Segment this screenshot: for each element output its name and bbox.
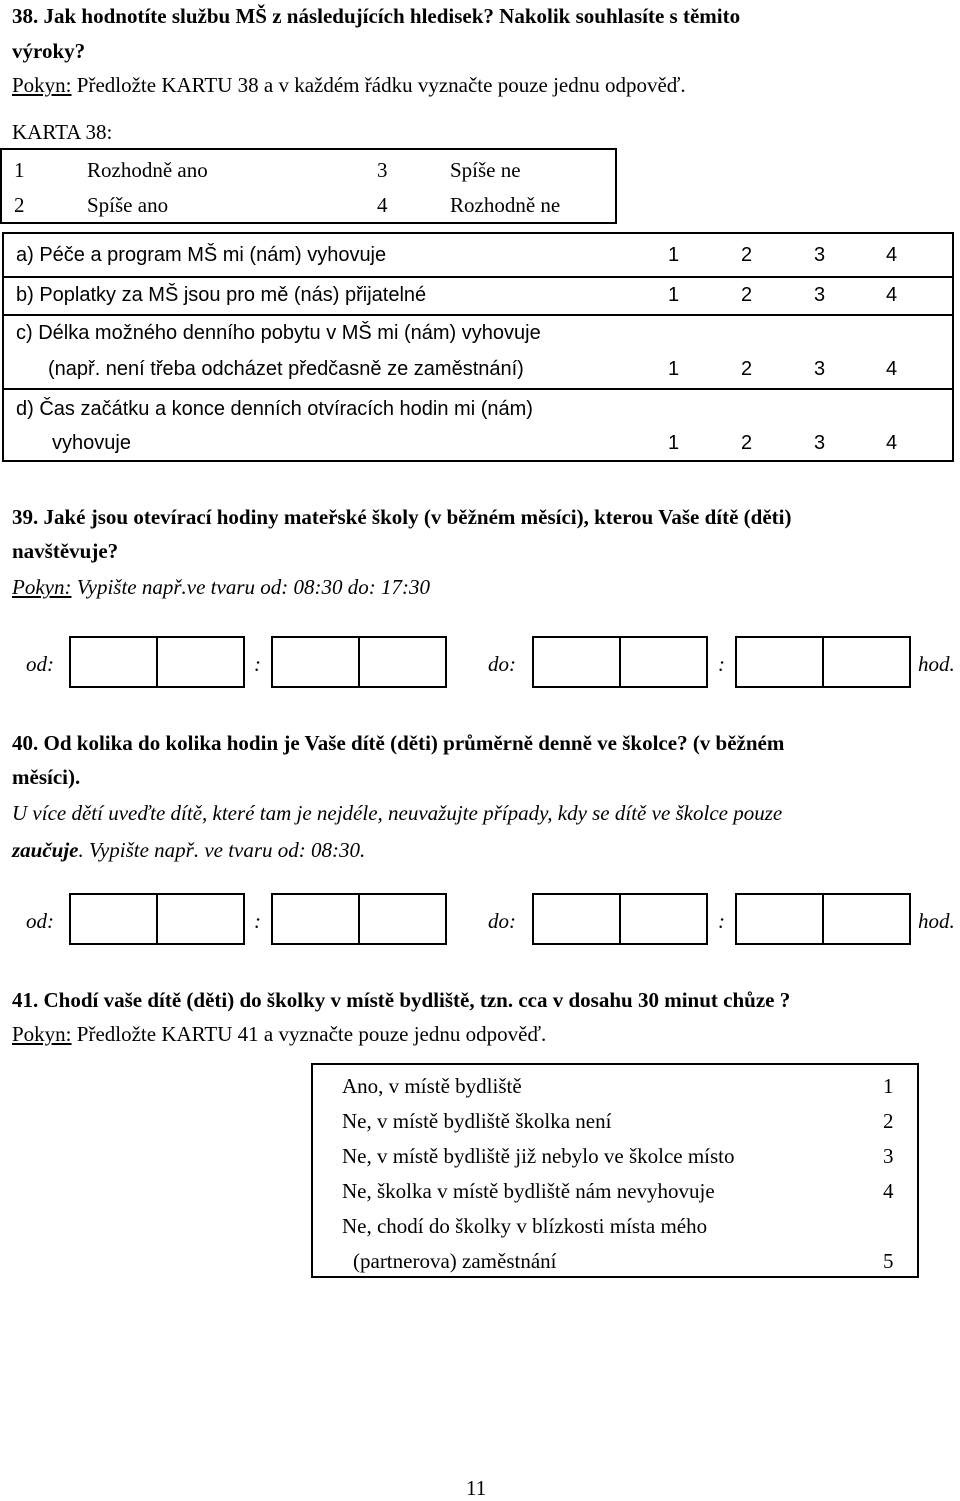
q38-item-d-3[interactable]: 3 <box>814 432 826 454</box>
q41-option-2: Ne, v místě bydliště školka není <box>342 1109 612 1133</box>
card-label-3: Spíše ne <box>450 158 521 182</box>
q40-from-min-digit2[interactable] <box>358 893 447 945</box>
q40-note-line2 <box>12 838 365 863</box>
q38-item-d-2[interactable]: 2 <box>741 432 753 454</box>
q41-option-5: Ne, chodí do školky v blízkosti místa mého <box>342 1214 708 1238</box>
q38-instruction-label: Pokyn: <box>12 73 72 97</box>
q39-to-min-digit2[interactable] <box>822 636 911 688</box>
q38-row-divider <box>4 388 952 390</box>
q38-item-d-line2: vyhovuje <box>52 432 131 454</box>
q40-note-line1: U více dětí uveďte dítě, které tam je nejdéle, neuvažujte případy, kdy se dítě ve školce pouze <box>12 801 783 825</box>
q40-from-colon: : <box>254 909 261 933</box>
q39-from-hour-digit1[interactable] <box>69 636 158 688</box>
q39-to-min-digit1[interactable] <box>735 636 824 688</box>
q38-title-line2: výroky? <box>12 39 86 63</box>
q38-item-c-1[interactable]: 1 <box>668 358 680 380</box>
q38-item-b-2[interactable]: 2 <box>741 284 753 306</box>
q41-option-1: Ano, v místě bydliště <box>342 1074 522 1098</box>
q40-to-hour-digit1[interactable] <box>532 893 621 945</box>
q39-from-label: od: <box>26 652 54 676</box>
q39-instruction <box>12 575 430 600</box>
q39-to-hour-digit2[interactable] <box>619 636 708 688</box>
q38-item-d: d) Čas začátku a konce denních otvíracích hodin mi (nám) <box>16 398 533 420</box>
card-num-4: 4 <box>377 193 388 217</box>
q38-item-b-3[interactable]: 3 <box>814 284 826 306</box>
q40-to-min-digit1[interactable] <box>735 893 824 945</box>
q40-from-hour-digit2[interactable] <box>156 893 245 945</box>
card-num-2: 2 <box>14 193 25 217</box>
q40-note-emphasis: zaučuje <box>12 838 79 862</box>
q39-title-line2: navštěvuje? <box>12 539 119 563</box>
q38-item-b-1[interactable]: 1 <box>668 284 680 306</box>
q38-items-table <box>2 232 954 462</box>
q41-option-3: Ne, v místě bydliště již nebylo ve školce místo <box>342 1144 735 1168</box>
q40-to-label: do: <box>488 909 516 933</box>
q41-option-1-code[interactable]: 1 <box>883 1074 894 1098</box>
q41-option-3-code[interactable]: 3 <box>883 1144 894 1168</box>
q38-item-a-2[interactable]: 2 <box>741 244 753 266</box>
q39-instruction-text: Vypište např.ve tvaru od: 08:30 do: 17:30 <box>71 575 430 599</box>
q41-instruction-label: Pokyn: <box>12 1022 72 1046</box>
q41-instruction <box>12 1022 546 1047</box>
q38-item-c-3[interactable]: 3 <box>814 358 826 380</box>
q41-instruction-text: Předložte KARTU 41 a vyznačte pouze jednu odpověď. <box>71 1022 547 1046</box>
q40-to-min-digit2[interactable] <box>822 893 911 945</box>
q38-item-a-1[interactable]: 1 <box>668 244 680 266</box>
q38-row-divider <box>4 276 952 278</box>
q39-to-label: do: <box>488 652 516 676</box>
q38-item-b-4[interactable]: 4 <box>886 284 898 306</box>
q38-card-title: KARTA 38: <box>12 120 113 144</box>
q38-card-box <box>0 148 617 224</box>
q38-instruction-text: Předložte KARTU 38 a v každém řádku vyznačte pouze jednu odpověď. <box>71 73 686 97</box>
q40-from-min-digit1[interactable] <box>271 893 360 945</box>
q39-instruction-label: Pokyn: <box>12 575 72 599</box>
q38-instruction <box>12 73 686 98</box>
q38-item-a-3[interactable]: 3 <box>814 244 826 266</box>
card-label-4: Rozhodně ne <box>450 193 561 217</box>
q41-options-box <box>311 1063 919 1278</box>
q39-from-hour-digit2[interactable] <box>156 636 245 688</box>
q40-title-line1: 40. Od kolika do kolika hodin je Vaše dítě (děti) průměrně denně ve školce? (v běžném <box>12 731 785 755</box>
q39-unit: hod. <box>918 652 955 676</box>
q38-item-c: c) Délka možného denního pobytu v MŠ mi (nám) vyhovuje <box>16 322 541 344</box>
card-num-1: 1 <box>14 158 25 182</box>
q40-to-colon: : <box>718 909 725 933</box>
q38-item-d-4[interactable]: 4 <box>886 432 898 454</box>
card-label-1: Rozhodně ano <box>87 158 208 182</box>
q38-item-c-4[interactable]: 4 <box>886 358 898 380</box>
q40-to-hour-digit2[interactable] <box>619 893 708 945</box>
q38-item-c-line2: (např. není třeba odcházet předčasně ze zaměstnání) <box>48 358 524 380</box>
q41-option-4: Ne, školka v místě bydliště nám nevyhovuje <box>342 1179 715 1203</box>
q38-item-a: a) Péče a program MŠ mi (nám) vyhovuje <box>16 244 387 266</box>
q40-from-hour-digit1[interactable] <box>69 893 158 945</box>
q38-item-a-4[interactable]: 4 <box>886 244 898 266</box>
q40-title-line2: měsíci). <box>12 765 81 789</box>
q38-item-d-1[interactable]: 1 <box>668 432 680 454</box>
card-num-3: 3 <box>377 158 388 182</box>
q40-note-rest: . Vypište např. ve tvaru od: 08:30. <box>78 838 366 862</box>
q41-title: 41. Chodí vaše dítě (děti) do školky v místě bydliště, tzn. cca v dosahu 30 minut chůze ? <box>12 988 791 1012</box>
q40-from-label: od: <box>26 909 54 933</box>
card-label-2: Spíše ano <box>87 193 169 217</box>
q41-option-4-code[interactable]: 4 <box>883 1179 894 1203</box>
q39-from-colon: : <box>254 652 261 676</box>
q38-item-b: b) Poplatky za MŠ jsou pro mě (nás) přijatelné <box>16 284 427 306</box>
page-number: 11 <box>466 1476 487 1500</box>
q40-unit: hod. <box>918 909 955 933</box>
q41-option-5-line2: (partnerova) zaměstnání <box>353 1249 557 1273</box>
q38-title-line1: 38. Jak hodnotíte službu MŠ z následujících hledisek? Nakolik souhlasíte s těmito <box>12 4 741 28</box>
q39-title-line1: 39. Jaké jsou otevírací hodiny mateřské školy (v běžném měsíci), kterou Vaše dítě (děti) <box>12 505 792 529</box>
q39-from-min-digit1[interactable] <box>271 636 360 688</box>
q38-row-divider <box>4 314 952 316</box>
q41-option-2-code[interactable]: 2 <box>883 1109 894 1133</box>
q41-option-5-code[interactable]: 5 <box>883 1249 894 1273</box>
q39-to-hour-digit1[interactable] <box>532 636 621 688</box>
q39-from-min-digit2[interactable] <box>358 636 447 688</box>
q38-item-c-2[interactable]: 2 <box>741 358 753 380</box>
q39-to-colon: : <box>718 652 725 676</box>
